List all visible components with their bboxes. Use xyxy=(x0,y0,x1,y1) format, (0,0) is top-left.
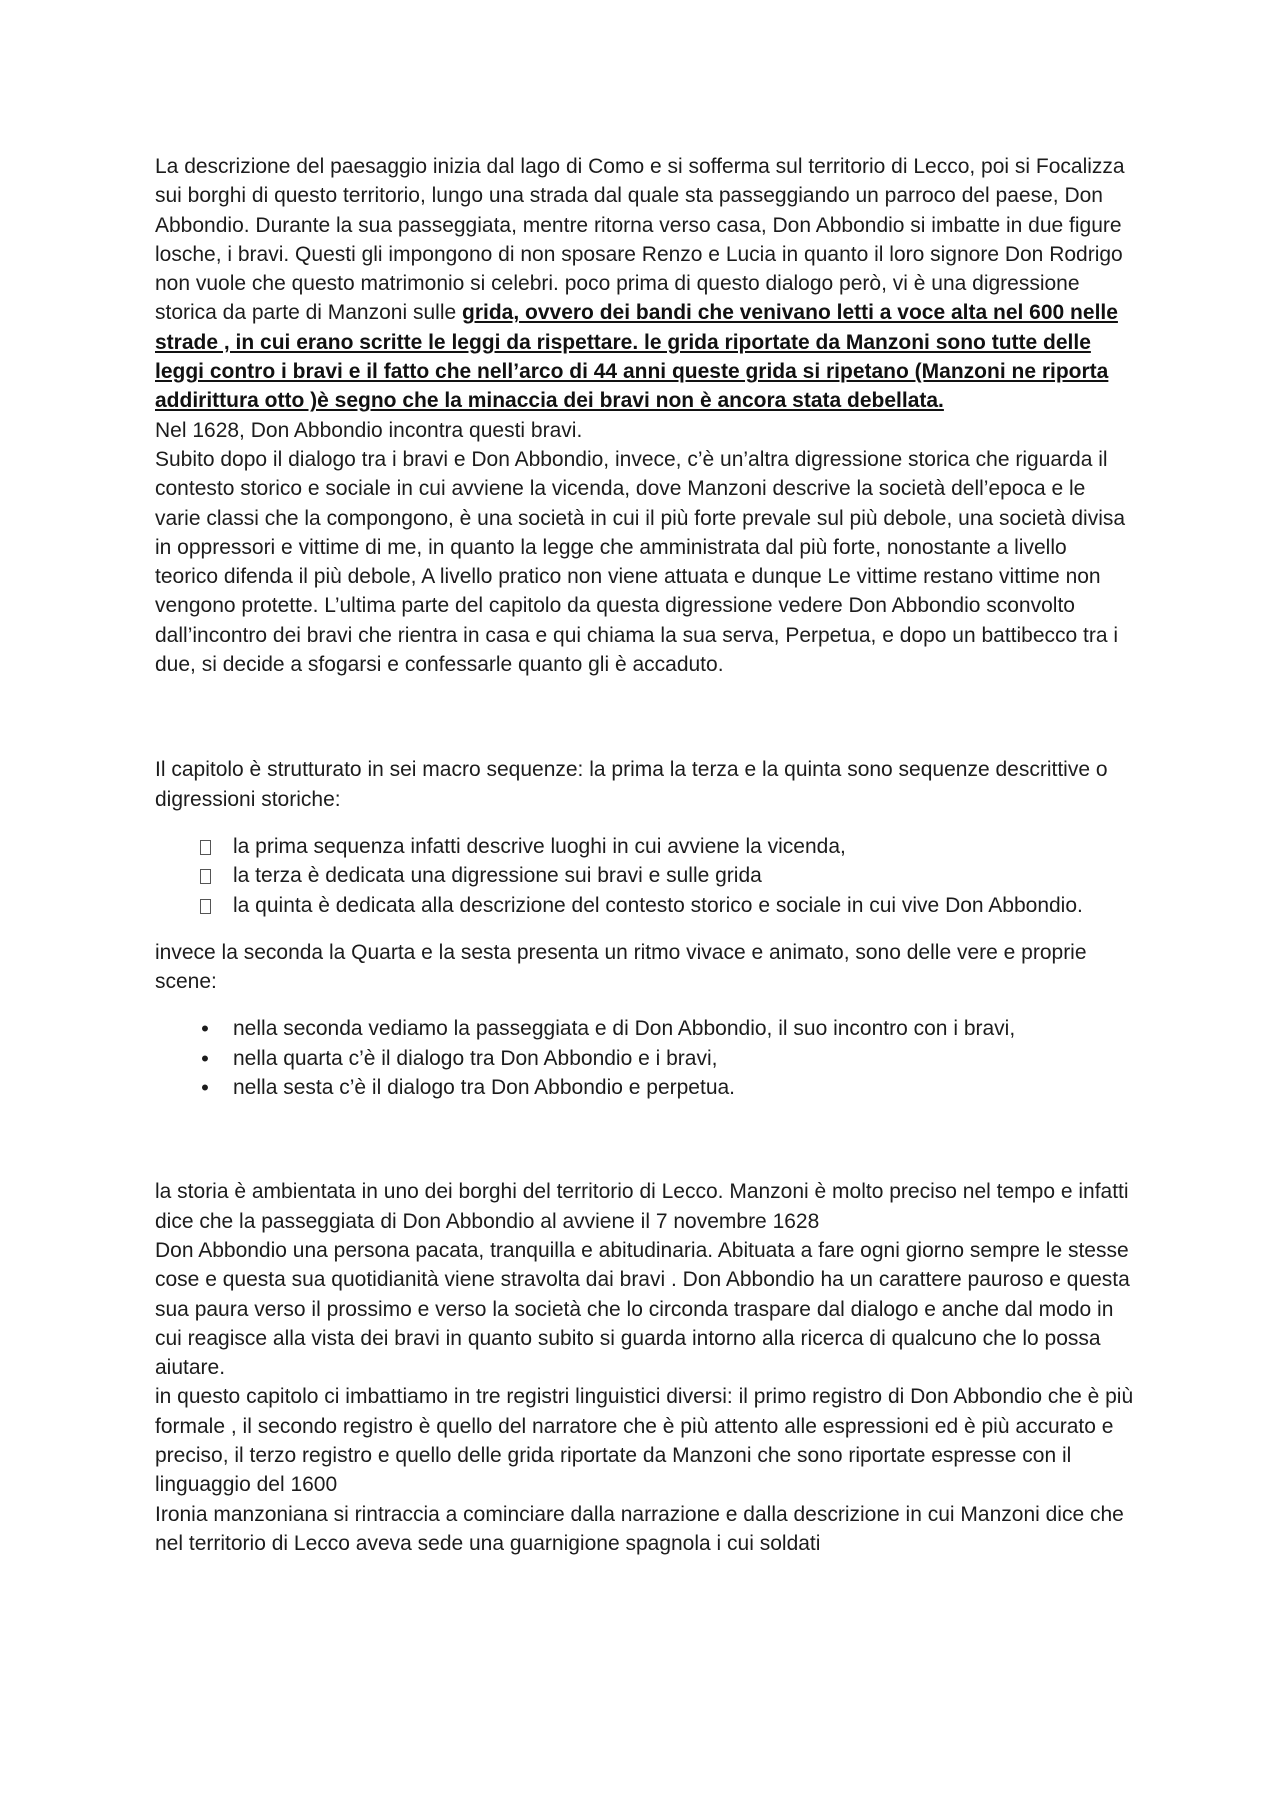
list-item: la prima sequenza infatti descrive luoghi in cui avviene la vicenda, xyxy=(155,832,1135,861)
registers-paragraph: in questo capitolo ci imbattiamo in tre registri linguistici diversi: il primo registro di Don Abbondio che è più formale , il secondo registro è quello del narratore che è più attento alle espressioni ed è più accurato e preciso, il terzo registro e quello delle grida riportate da Manzoni che sono riportate espresse con il linguaggio del 1600 xyxy=(155,1385,1134,1497)
setting-paragraph: la storia è ambientata in uno dei borghi del territorio di Lecco. Manzoni è molto preciso nel tempo e infatti dice che la passeggiata di Don Abbondio al avviene il 7 novembre 1628 xyxy=(155,1180,1129,1233)
list-item: • nella quarta c’è il dialogo tra Don Abbondio e i bravi, xyxy=(155,1044,1135,1073)
scenes-intro: invece la seconda la Quarta e la sesta presenta un ritmo vivace e animato, sono delle vere e proprie scene: xyxy=(155,940,1087,994)
social-context-paragraph: Subito dopo il dialogo tra i bravi e Don Abbondio, invece, c’è un’altra digressione storica che riguarda il contesto storico e sociale in cui avviene la vicenda, dove Manzoni descrive la società dell’epoca e le varie classi che la compongono, è una società in cui il più forte prevale sul più debole, una società divisa in oppressori e vittime di me, in quanto la legge che amministrata dal più forte, nonostante a livello teorico difenda il più debole, A livello pratico non viene attuata e dunque Le vittime restano vittime non vengono protette. L’ultima parte del capitolo da questa digressione vedere Don Abbondio sconvolto dall’incontro dei bravi che rientra in casa e qui chiama la sua serva, Perpetua, e dopo un battibecco tra i due, si decide a sfogarsi e confessarle quanto gli è accaduto. xyxy=(155,447,1126,677)
irony-paragraph: Ironia manzoniana si rintraccia a cominciare dalla narrazione e dalla descrizione in cui Manzoni dice che nel territorio di Lecco aveva sede una guarnigione spagnola i cui soldati xyxy=(155,1502,1124,1555)
box-bullet-icon xyxy=(195,832,215,863)
list-item: • nella seconda vediamo la passeggiata e di Don Abbondio, il suo incontro con i bravi, xyxy=(155,1014,1135,1043)
dot-bullet-icon: • xyxy=(201,1016,209,1042)
grida-highlight: grida, ovvero dei bandi che venivano letti a voce alta nel 600 nelle strade , in cui erano scritte le leggi da rispettare. le grida riportate da Manzoni sono tutte delle leggi contro i bravi e il fatto che nell’arco di 44 anni queste grida si ripetano (Manzoni ne riporta addirittura otto )è segno che la minaccia dei bravi non è ancora stata debellata. xyxy=(155,301,1118,413)
dot-bullet-icon: • xyxy=(201,1045,209,1071)
list-item: la quinta è dedicata alla descrizione del contesto storico e sociale in cui vive Don Abbondio. xyxy=(155,891,1135,920)
summary-text: La descrizione del paesaggio inizia dal lago di Como e si sofferma sul territorio di Lecco, poi si Focalizza sui borghi di questo territorio, lungo una strada dal quale sta passeggiando un parroco del paese, Don Abbondio. Durante la sua passeggiata, mentre ritorna verso casa, Don Abbondio si imbatte in due figure losche, i bravi. Questi gli impongono di non sposare Renzo e Lucia in quanto il loro signore Don Rodrigo non vuole che questo matrimonio si celebri. poco prima di questo dialogo però, vi è una digressione storica da parte di Manzoni sulle xyxy=(155,155,1125,325)
box-bullet-icon xyxy=(195,861,215,892)
document-page xyxy=(155,152,1135,1558)
structure-intro: Il capitolo è strutturato in sei macro sequenze: la prima la terza e la quinta sono sequenze descrittive o digressioni storiche: xyxy=(155,758,1108,811)
summary-paragraph xyxy=(155,152,1135,416)
scenes-list xyxy=(155,1014,1135,1102)
box-bullet-icon xyxy=(195,891,215,922)
list-item: • nella sesta c’è il dialogo tra Don Abbondio e perpetua. xyxy=(155,1073,1135,1102)
year-sentence: Nel 1628, Don Abbondio incontra questi bravi. xyxy=(155,418,583,442)
dot-bullet-icon: • xyxy=(201,1075,209,1101)
list-item: la terza è dedicata una digressione sui bravi e sulle grida xyxy=(155,861,1135,890)
descriptive-sequences-list xyxy=(155,832,1135,920)
character-paragraph: Don Abbondio una persona pacata, tranquilla e abitudinaria. Abituata a fare ogni giorno sempre le stesse cose e questa sua quotidianità viene stravolta dai bravi . Don Abbondio ha un carattere pauroso e questa sua paura verso il prossimo e verso la società che lo circonda traspare dal dialogo e anche dal modo in cui reagisce alla vista dei bravi in quanto subito si guarda intorno alla ricerca di qualcuno che lo possa aiutare. xyxy=(155,1238,1130,1380)
